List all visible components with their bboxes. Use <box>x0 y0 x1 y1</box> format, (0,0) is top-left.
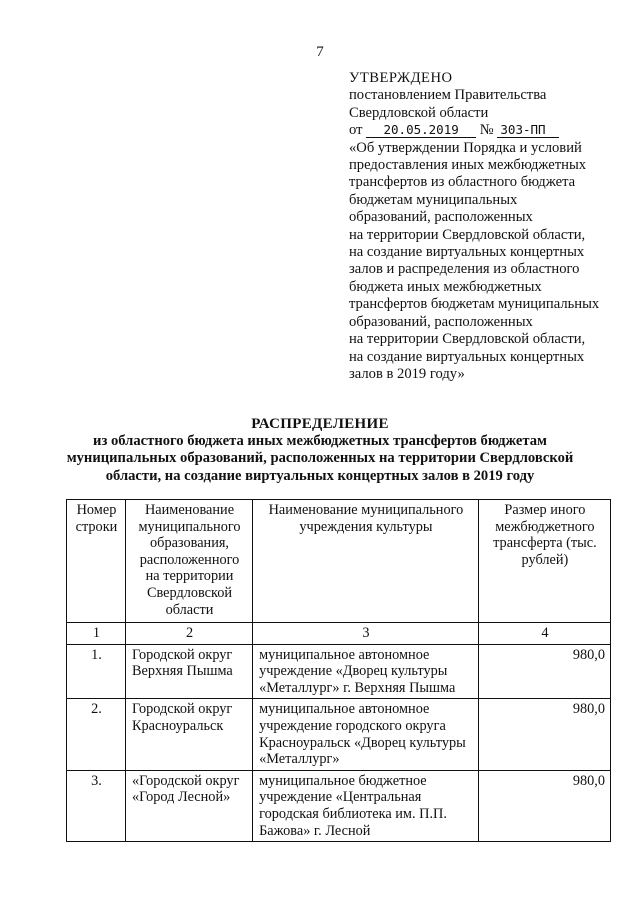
decree-title-line: «Об утверждении Порядка и условий <box>349 139 582 156</box>
row-number: 1. <box>67 644 126 699</box>
header-amount: Размер иного межбюджетного трансферта (тыс. рублей) <box>478 500 610 623</box>
approval-line: Свердловской области <box>349 104 489 121</box>
header-municipality: Наименование муниципального образования, расположенного на территории Свердловской области <box>125 500 252 623</box>
amount-cell: 980,0 <box>478 699 610 770</box>
column-number-row <box>67 623 611 645</box>
decree-title-line: бюджетам муниципальных <box>349 191 518 208</box>
decree-title-line: образований, расположенных <box>349 313 533 330</box>
municipality-cell: Городской округ Верхняя Пышма <box>125 644 252 699</box>
decree-number: 303-ПП <box>497 123 559 138</box>
row-number: 3. <box>67 770 126 841</box>
decree-title-line: на создание виртуальных концертных <box>349 244 585 261</box>
row-number: 2. <box>67 699 126 770</box>
column-number: 1 <box>67 623 126 645</box>
approval-title: УТВЕРЖДЕНО <box>349 70 453 86</box>
decree-title-line: на создание виртуальных концертных <box>349 348 585 365</box>
decree-title-line: трансфертов из областного бюджета <box>349 174 576 191</box>
subheading-line: из областного бюджета иных межбюджетных трансфертов бюджетам <box>93 433 547 449</box>
column-number: 2 <box>125 623 252 645</box>
approval-block <box>349 70 619 383</box>
approval-line: постановлением Правительства <box>349 87 547 104</box>
page-number: 7 <box>316 44 324 60</box>
table-row <box>67 770 611 841</box>
amount-cell: 980,0 <box>478 770 610 841</box>
date-prefix: от <box>349 122 363 139</box>
decree-title-line: залов и распределения из областного <box>349 261 580 278</box>
institution-cell: муниципальное бюджетное учреждение «Центральная городская библиотека им. П.П. Бажова» г. Лесной <box>253 770 479 841</box>
distribution-heading: РАСПРЕДЕЛЕНИЕ <box>251 416 389 432</box>
decree-title-line: бюджета иных межбюджетных <box>349 278 542 295</box>
municipality-cell: «Городской округ «Город Лесной» <box>125 770 252 841</box>
institution-cell: муниципальное автономное учреждение городского округа Красноуральск «Дворец культуры «Металлург» <box>253 699 479 770</box>
decree-title-line: трансфертов бюджетам муниципальных <box>349 296 600 313</box>
distribution-table <box>66 499 611 842</box>
table-header-row <box>67 500 611 623</box>
institution-cell: муниципальное автономное учреждение «Дворец культуры «Металлург» г. Верхняя Пышма <box>253 644 479 699</box>
decree-title-line: на территории Свердловской области, <box>349 226 586 243</box>
decree-title-line: залов в 2019 году» <box>349 365 465 382</box>
decree-title-line: на территории Свердловской области, <box>349 331 586 348</box>
subheading-line: муниципальных образований, расположенных на территории Свердловской <box>66 450 574 467</box>
decree-date-row <box>349 122 619 139</box>
municipality-cell: Городской округ Красноуральск <box>125 699 252 770</box>
decree-date: 20.05.2019 <box>366 123 476 138</box>
number-prefix: № <box>479 122 494 139</box>
table-row <box>67 699 611 770</box>
header-row-number: Номер строки <box>67 500 126 623</box>
column-number: 3 <box>253 623 479 645</box>
header-institution: Наименование муниципального учреждения культуры <box>253 500 479 623</box>
subheading-line: области, на создание виртуальных концертных залов в 2019 году <box>105 467 535 484</box>
decree-title-line: образований, расположенных <box>349 209 533 226</box>
distribution-subheading <box>60 433 580 485</box>
decree-title-line: предоставления иных межбюджетных <box>349 157 587 174</box>
table-row <box>67 644 611 699</box>
column-number: 4 <box>478 623 610 645</box>
amount-cell: 980,0 <box>478 644 610 699</box>
